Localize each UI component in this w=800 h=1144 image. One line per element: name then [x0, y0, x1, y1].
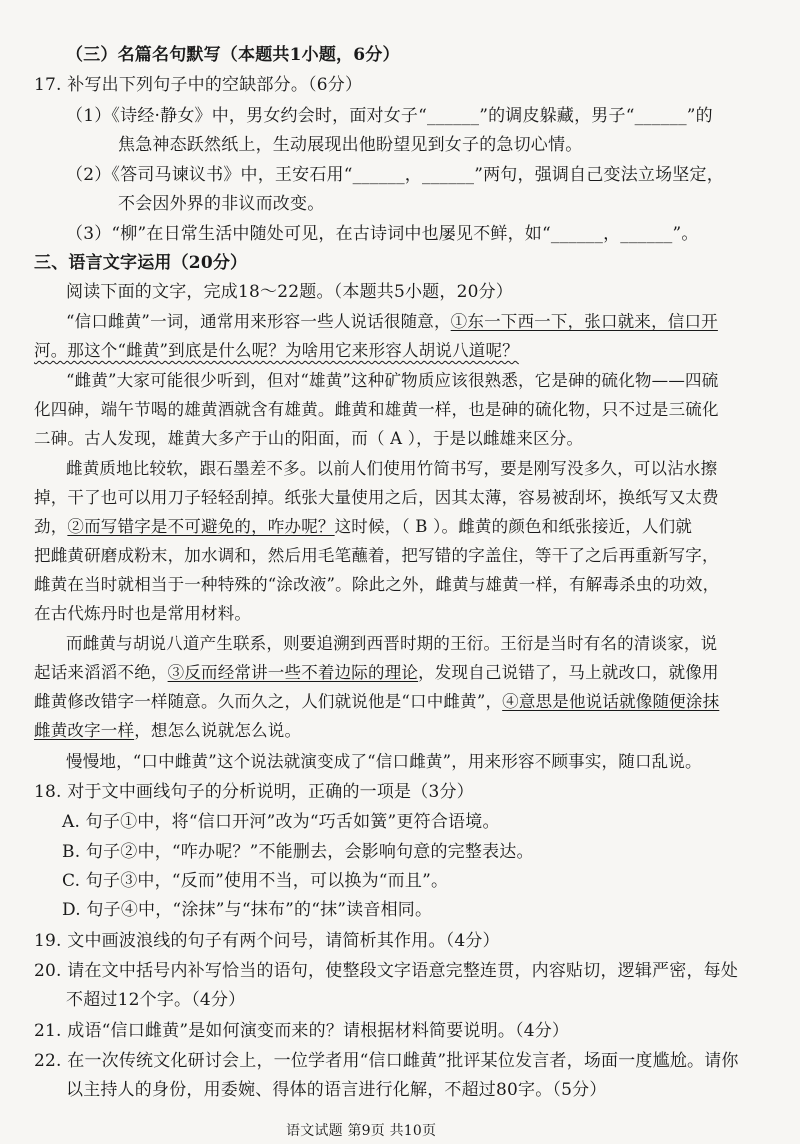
passage-p3-line2: 掉，干了也可以用刀子轻轻刮掉。纸张大量使用之后，因其太薄，容易被刮坏，换纸写又太费 [34, 488, 719, 507]
section-heading-language-use: 三、语言文字运用（20分） [34, 253, 248, 273]
underlined-sentence-1: ①东一下西一下，张口就来，信口开 [450, 312, 718, 331]
passage-p4-line4 [34, 719, 301, 743]
question-20: 20. 请在文中括号内补写恰当的语句，使整段文字语意完整连贯，内容贴切，逻辑严密，每处 [34, 961, 739, 981]
passage-text: “信口雌黄”一词，通常用来形容一些人说话很随意， [66, 312, 451, 331]
passage-p4-line3 [34, 690, 719, 714]
wavy-underlined-sentences: 河。那这个“雌黄”到底是什么呢？为啥用它来形容人胡说八道呢？ [34, 341, 519, 360]
question-18-option-a: A. 句子①中，将“信口开河”改为“巧舌如簧”更符合语境。 [62, 812, 500, 832]
question-17-stem: 17. 补写出下列句子中的空缺部分。（6分） [34, 75, 363, 95]
question-19: 19. 文中画波浪线的句子有两个问号，请简析其作用。（4分） [34, 931, 500, 951]
passage-p3-line6: 在古代炼丹时也是常用材料。 [34, 604, 252, 623]
passage-text: ，发现自己说错了，马上就改口，就像用 [418, 663, 719, 682]
passage-p3-line4: 把雌黄研磨成粉末，加水调和，然后用毛笔蘸着，把写错的字盖住，等干了之后再重新写字， [34, 546, 719, 565]
question-22-cont: 以主持人的身份，用委婉、得体的语言进行化解，不超过80字。（5分） [66, 1080, 607, 1100]
question-22: 22. 在一次传统文化研讨会上，一位学者用“信口雌黄”批评某位发言者，场面一度尴尬。请你 [34, 1051, 739, 1071]
question-17-item-2: （2）《答司马谏议书》中，王安石用“______，______”两句，强调自己变法立场坚定， [66, 165, 724, 185]
underlined-sentence-3: ③反而经常讲一些不着边际的理论 [167, 663, 419, 682]
question-17-item-1: （1）《诗经·静女》中，男女约会时，面对女子“______”的调皮躲藏，男子“______”的 [66, 106, 713, 126]
passage-p2-line1: “雌黄”大家可能很少听到，但对“雄黄”这种矿物质应该很熟悉，它是砷的硫化物——四硫 [66, 371, 719, 390]
passage-p2-line3: 二砷。古人发现，雄黄大多产于山的阳面，而（ A ），于是以雌雄来区分。 [34, 429, 584, 448]
passage-text: 起话来滔滔不绝， [34, 663, 168, 682]
reading-instruction: 阅读下面的文字，完成18～22题。（本题共5小题，20分） [66, 282, 514, 302]
question-18-option-c: C. 句子③中，“反而”使用不当，可以换为“而且”。 [62, 871, 449, 891]
underlined-sentence-4-cont: 雌黄改字一样 [34, 721, 135, 740]
passage-text: 这时候，（ B ）。雌黄的颜色和纸张接近，人们就 [334, 517, 693, 536]
question-21: 21. 成语“信口雌黄”是如何演变而来的？请根据材料简要说明。（4分） [34, 1021, 570, 1041]
question-17-item-2-cont: 不会因外界的非议而改变。 [118, 194, 325, 214]
question-17-item-3: （3）“柳”在日常生活中随处可见，在古诗词中也屡见不鲜，如“______，______”。 [66, 224, 699, 244]
passage-p1-line2 [34, 339, 519, 363]
question-18-option-b: B. 句子②中，“咋办呢？”不能删去，会影响句意的完整表达。 [62, 842, 534, 862]
question-18-option-d: D. 句子④中，“涂抹”与“抹布”的“抹”读音相同。 [62, 900, 433, 920]
question-17-item-1-cont: 焦急神态跃然纸上，生动展现出他盼望见到女子的急切心情。 [118, 135, 583, 155]
passage-p3-line5: 雌黄在当时就相当于一种特殊的“涂改液”。除此之外，雌黄与雄黄一样，有解毒杀虫的功效， [34, 575, 720, 594]
page-footer: 语文试题 第9页 共10页 [286, 1123, 437, 1139]
passage-text: 劲， [34, 517, 68, 536]
passage-p4-line1: 而雌黄与胡说八道产生联系，则要追溯到西晋时期的王衍。王衍是当时有名的清谈家，说 [66, 634, 718, 653]
passage-p3-line1: 雌黄质地比较软，跟石墨差不多。以前人们使用竹简书写，要是刚写没多久，可以沾水擦 [66, 459, 718, 478]
passage-p4-line2 [34, 661, 719, 685]
passage-p3-line3 [34, 515, 692, 539]
section-heading-famous-lines: （三）名篇名句默写（本题共1小题，6分） [66, 45, 400, 65]
passage-text: ，想怎么说就怎么说。 [134, 721, 302, 740]
passage-p5: 慢慢地，“口中雌黄”这个说法就演变成了“信口雌黄”，用来形容不顾事实，随口乱说。 [66, 752, 702, 771]
passage-p1-line1 [66, 310, 718, 334]
passage-text: 雌黄修改错字一样随意。久而久之，人们就说他是“口中雌黄”， [34, 692, 503, 711]
question-18-stem: 18. 对于文中画线句子的分析说明，正确的一项是（3分） [34, 782, 474, 802]
question-20-cont: 不超过12个字。（4分） [66, 990, 246, 1010]
underlined-sentence-2: ②而写错字是不可避免的，咋办呢？ [67, 517, 335, 536]
passage-p2-line2: 化四砷，端午节喝的雄黄酒就含有雄黄。雌黄和雄黄一样，也是砷的硫化物，只不过是三硫化 [34, 400, 719, 419]
underlined-sentence-4: ④意思是他说话就像随便涂抹 [502, 692, 720, 711]
